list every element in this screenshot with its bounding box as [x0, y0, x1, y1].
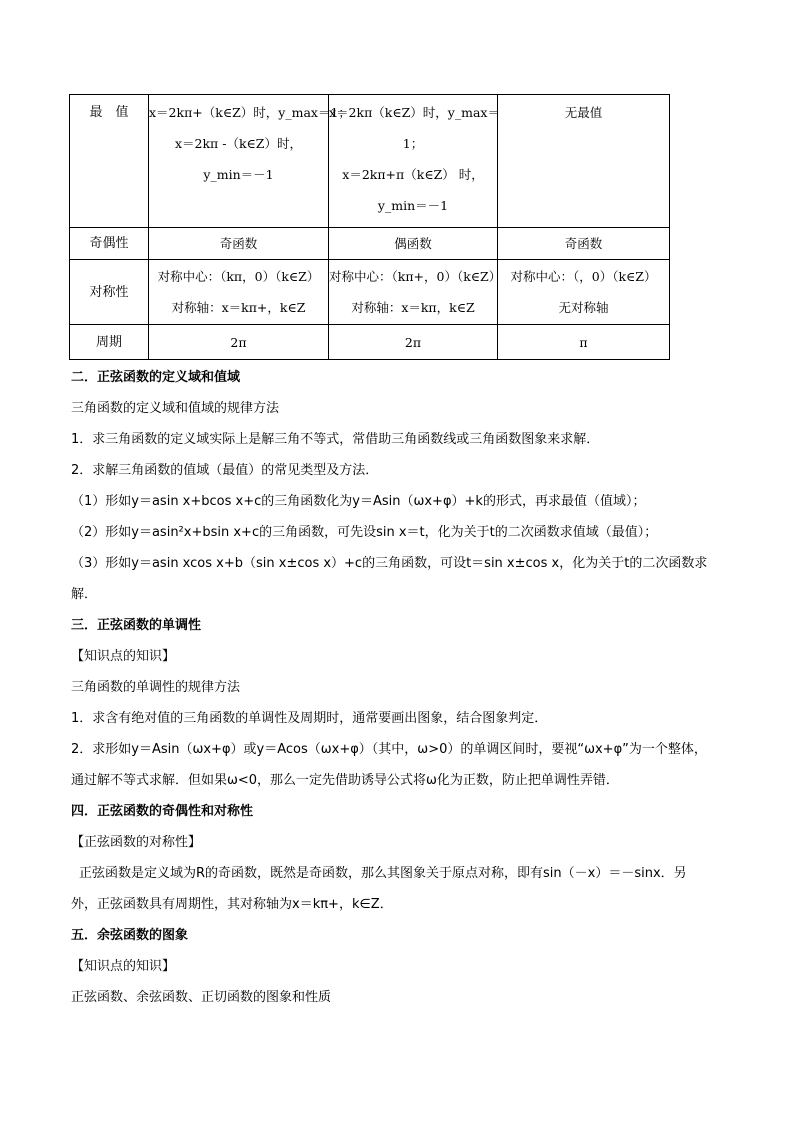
paragraph-line: 三角函数的定义域和值域的规律方法	[71, 401, 280, 416]
paragraph-line: 通过解不等式求解．但如果ω<0，那么一定先借助诱导公式将ω化为正数，防止把单调性弄错．	[71, 773, 619, 788]
cell-line: y_min＝－1	[377, 198, 449, 213]
row-header: 周期	[70, 325, 149, 360]
cell-line: x＝2kπ+（k∈Z）时，y_max＝1；	[149, 105, 351, 120]
table-row	[70, 95, 670, 228]
cell-line: 对称中心：（kπ+，0）（k∈Z）	[329, 269, 502, 284]
table-cell	[498, 95, 670, 228]
section-heading: 二．正弦函数的定义域和值域	[71, 370, 241, 385]
document-body	[71, 362, 731, 1013]
row-header: 对称性	[70, 260, 149, 325]
paragraph-line: （2）形如y＝asin²x+bsin x+c的三角函数，可先设sin x＝t，化为关于t的二次函数求值域（最值）；	[71, 525, 658, 540]
cell-line: 对称中心：（，0）（k∈Z）	[510, 269, 657, 284]
cell-line: x＝2kπ（k∈Z）时，y_max＝	[329, 105, 500, 120]
cell-line: 无对称轴	[558, 300, 609, 315]
table-cell	[329, 95, 498, 228]
table-cell	[329, 260, 502, 325]
section-heading: 五．余弦函数的图象	[71, 928, 189, 943]
paragraph-line: 正弦函数、余弦函数、正切函数的图象和性质	[71, 990, 332, 1005]
cell-line: 1；	[402, 136, 424, 151]
paragraph-line: 【正弦函数的对称性】	[71, 835, 202, 850]
paragraph-line: 【知识点的知识】	[71, 649, 176, 664]
table-cell	[498, 228, 670, 260]
table-cell	[329, 325, 498, 360]
cell-line: 2π	[404, 334, 422, 350]
paragraph-line: 1．求三角函数的定义域实际上是解三角不等式，常借助三角函数线或三角函数图象来求解．	[71, 432, 600, 447]
cell-line: 无最值	[564, 105, 603, 120]
table-row	[70, 325, 670, 360]
paragraph-line: 正弦函数是定义域为R的奇函数，既然是奇函数，那么其图象关于原点对称，即有sin（－x）＝－sinx．另	[79, 866, 687, 881]
paragraph-line: 三角函数的单调性的规律方法	[71, 680, 241, 695]
row-header: 最 值	[70, 95, 149, 228]
paragraph-line: 2．求形如y＝Asin（ωx+φ）或y＝Acos（ωx+φ）（其中，ω>0）的单调区间时，要视“ωx+φ”为一个整体，	[71, 742, 707, 757]
cell-line: 对称轴：x＝kπ+，k∈Z	[171, 300, 306, 315]
paragraph-line: 外，正弦函数具有周期性，其对称轴为x＝kπ+，k∈Z．	[71, 897, 393, 912]
section-heading: 四．正弦函数的奇偶性和对称性	[71, 804, 254, 819]
cell-line: 对称轴：x＝kπ，k∈Z	[351, 300, 475, 315]
row-header: 奇偶性	[70, 228, 149, 260]
paragraph-line: 2．求解三角函数的值域（最值）的常见类型及方法．	[71, 463, 379, 478]
cell-line: 奇函数	[564, 236, 603, 251]
cell-line: x＝2kπ -（k∈Z）时，	[174, 136, 302, 151]
cell-line: x＝2kπ+π（k∈Z） 时，	[342, 167, 484, 182]
paragraph-line: （1）形如y＝asin x+bcos x+c的三角函数化为y＝Asin（ωx+φ）+k的形式，再求最值（值域）；	[71, 494, 646, 509]
table-row	[70, 260, 670, 325]
cell-line: 偶函数	[394, 236, 432, 251]
cell-line: 2π	[230, 334, 247, 350]
table-cell	[149, 260, 329, 325]
cell-line: π	[579, 334, 588, 350]
paragraph-line: 【知识点的知识】	[71, 959, 176, 974]
table-cell	[149, 325, 329, 360]
paragraph-line: 解．	[71, 587, 98, 602]
table-row	[70, 228, 670, 260]
cell-line: 奇函数	[219, 236, 258, 251]
trig-properties-table	[69, 94, 670, 360]
cell-line: 对称中心：（kπ，0）（k∈Z）	[157, 269, 320, 284]
table-cell	[149, 95, 351, 228]
table-cell	[498, 260, 670, 325]
table-cell	[329, 228, 498, 260]
cell-line: y_min＝－1	[203, 167, 274, 182]
paragraph-line: 1．求含有绝对值的三角函数的单调性及周期时，通常要画出图象，结合图象判定．	[71, 711, 548, 726]
table-cell	[149, 228, 329, 260]
paragraph-line: （3）形如y＝asin xcos x+b（sin x±cos x）+c的三角函数，可设t＝sin x±cos x，化为关于t的二次函数求	[71, 556, 708, 571]
section-heading: 三．正弦函数的单调性	[71, 618, 202, 633]
table-cell	[498, 325, 670, 360]
